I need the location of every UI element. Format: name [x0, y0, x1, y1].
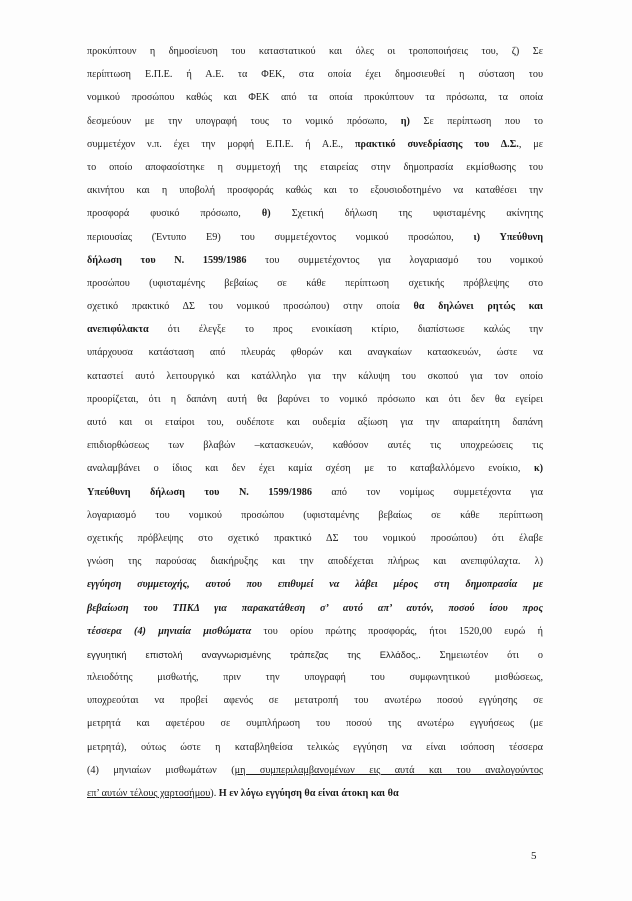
text-run: σχετικής πρόβλεψης στο σχετικό πρακτικό ΔΣ του νομικού προσώπου) ότι έλαβε	[87, 532, 543, 544]
text-run: συμμετέχον ν.π. έχει την μορφή Ε.Π.Ε. ή Α.Ε.,	[87, 138, 355, 150]
text-run: γνώση της παρούσας διακήρυξης και την αποδέχεται πλήρως και ανεπιφύλαχτα. λ)	[87, 556, 543, 568]
text-line	[87, 388, 543, 411]
text-run: επ’ αυτών τέλους χαρτοσήμου	[87, 788, 211, 799]
text-line	[87, 782, 543, 805]
text-run: προορίζεται, ότι η δαπάνη αυτή θα βαρύνει το νομικό πρόσωπο και ότι δεν θα εγείρει	[87, 393, 543, 405]
text-run: Σχετική δήλωση της υφισταμένης ακίνητης	[270, 208, 543, 220]
text-run: επιδιορθώσεως των βλαβών –κατασκευών, καθόσον αυτές τις υποχρεώσεις τις	[87, 440, 543, 452]
text-run: ).	[210, 788, 219, 799]
text-run: περιουσίας (Έντυπο Ε9) του συμμετέχοντος νομικού προσώπου,	[87, 231, 474, 243]
text-run: προσώπου (υφισταμένης βεβαίως σε κάθε περίπτωση σχετικής πρόβλεψης στο	[87, 277, 543, 289]
text-run: θ)	[261, 208, 271, 220]
text-run: νομικού προσώπου καθώς και ΦΕΚ από τα οποία προκύπτουν τα πρόσωπα, τα οποία	[87, 92, 543, 104]
text-line	[87, 712, 543, 735]
text-line	[87, 133, 543, 156]
text-run: περίπτωση Ε.Π.Ε. ή Α.Ε. τα ΦΕΚ, στα οποία έχει δημοσιευθεί η σύσταση του	[87, 69, 543, 81]
text-line	[87, 365, 543, 388]
text-run: μη συμπεριλαμβανομένων εις αυτά και του αναλογούντος	[234, 764, 543, 776]
text-run: Η εν λόγω εγγύηση θα είναι άτοκη και θα	[218, 788, 399, 799]
text-line	[87, 643, 543, 666]
text-run: . Σημειωτέον ότι ο	[418, 649, 543, 661]
text-line	[87, 736, 543, 759]
text-run: σχετικό πρακτικό ΔΣ του νομικού προσώπου) στην οποία	[87, 301, 414, 313]
text-run: του συμμετέχοντος για λογαριασμό του νομικού	[246, 254, 544, 266]
text-run: ανεπιφύλακτα	[87, 324, 149, 336]
text-run: η)	[400, 115, 410, 127]
text-run: προκύπτουν η δημοσίευση του καταστατικού και όλες οι τροποποιήσεις του, ζ) Σε	[87, 46, 543, 57]
text-line	[87, 295, 543, 318]
text-line	[87, 527, 543, 550]
text-line	[87, 40, 543, 63]
text-run: τέσσερα (4) μηνιαία μισθώματα	[87, 625, 252, 637]
text-line	[87, 249, 543, 272]
text-line	[87, 272, 543, 295]
text-run: ι) Υπεύθυνη	[473, 231, 543, 243]
text-line	[87, 504, 543, 527]
text-run: μετρητά), ούτως ώστε η καταβληθείσα τελικώς εγγύηση να είναι ισόποση τέσσερα	[87, 741, 543, 753]
text-line	[87, 63, 543, 86]
text-line	[87, 550, 543, 573]
text-line	[87, 597, 543, 620]
text-run: κ)	[533, 463, 543, 475]
text-line	[87, 226, 543, 249]
text-run: πρακτικό συνεδρίασης του Δ.Σ.	[354, 138, 519, 150]
text-line	[87, 318, 543, 341]
text-run: ότι έλεγξε το προς ενοικίαση κτίριο, διαπίστωσε καλώς την	[148, 324, 543, 336]
text-run: καταστεί αυτό λειτουργικό και κατάλληλο για την κάλυψη του σκοπού για τον οποίο	[87, 370, 543, 382]
text-line	[87, 481, 543, 504]
text-run: του ορίου πρώτης προσφοράς, ήτοι 1520,00 ευρώ ή	[251, 625, 543, 637]
text-run: ακινήτου και η υποβολή προσφοράς καθώς και το εξουσιοδοτημένο να καταθέσει την	[87, 185, 543, 197]
text-run: από τον νομίμως συμμετέχοντα για	[311, 486, 543, 498]
text-line	[87, 202, 543, 225]
text-run: Σε περίπτωση που το	[409, 115, 543, 127]
text-run: πλειοδότης μισθωτής, πριν την υπογραφή του συμφωνητικού μισθώσεως,	[87, 672, 543, 684]
text-run: λογαριασμό του νομικού προσώπου (υφισταμένης βεβαίως σε κάθε περίπτωση	[87, 509, 543, 521]
text-run: αναλαμβάνει ο ίδιος και δεν έχει καμία σχέση με το καταβαλλόμενο ενοίκιο,	[87, 463, 534, 475]
text-line	[87, 341, 543, 364]
text-run: εγγύηση συμμετοχής, αυτού που επιθυμεί να λάβει μέρος στη δημοπρασία με	[87, 579, 543, 591]
text-run: Υπεύθυνη δήλωση του Ν. 1599/1986	[87, 486, 312, 498]
text-line	[87, 689, 543, 712]
text-line	[87, 179, 543, 202]
body-text	[87, 40, 543, 805]
text-run: το οποίο αποφασίστηκε η συμμετοχή της εταιρείας στην δημοπρασία εκμίσθωσης του	[87, 161, 543, 173]
text-line	[87, 434, 543, 457]
text-run: υποχρεούται να προβεί αφενός σε μετατροπή του ανωτέρω ποσού εγγύησης σε	[87, 695, 543, 707]
text-run: θα δηλώνει ρητώς και	[413, 301, 543, 313]
text-run: εγγυητική επιστολή αναγνωρισμένης τράπεζας της Ελλάδος,	[87, 648, 419, 660]
text-line	[87, 110, 543, 133]
text-run: προσφορά φυσικό πρόσωπο,	[87, 208, 262, 220]
text-run: δήλωση του Ν. 1599/1986	[87, 254, 247, 266]
text-run: μετρητά και αφετέρου σε συμπλήρωση του ποσού της ανωτέρω εγγυήσεως (με	[87, 718, 543, 730]
text-run: (4) μηνιαίων μισθωμάτων (	[87, 764, 235, 776]
text-run: βεβαίωση του ΤΠΚΔ για παρακατάθεση σ’ αυτό απ’ αυτόν, ποσού ίσου προς	[87, 602, 543, 614]
text-line	[87, 156, 543, 179]
text-run: , με	[518, 138, 543, 150]
text-line	[87, 457, 543, 480]
text-run: αυτό και οι εταίροι του, ουδέποτε και ουδεμία αξίωση για την απαραίτητη δαπάνη	[87, 417, 543, 428]
text-run: δεσμεύουν με την υπογραφή τους το νομικό πρόσωπο,	[87, 115, 401, 127]
text-run: υπάρχουσα κατάσταση από πλευράς φθορών και αναγκαίων κατασκευών, ώστε να	[87, 347, 543, 359]
text-line	[87, 86, 543, 109]
text-line	[87, 620, 543, 643]
page-number: 5	[531, 850, 537, 862]
text-line	[87, 666, 543, 689]
text-line	[87, 573, 543, 596]
text-line	[87, 411, 543, 434]
text-line	[87, 759, 543, 782]
